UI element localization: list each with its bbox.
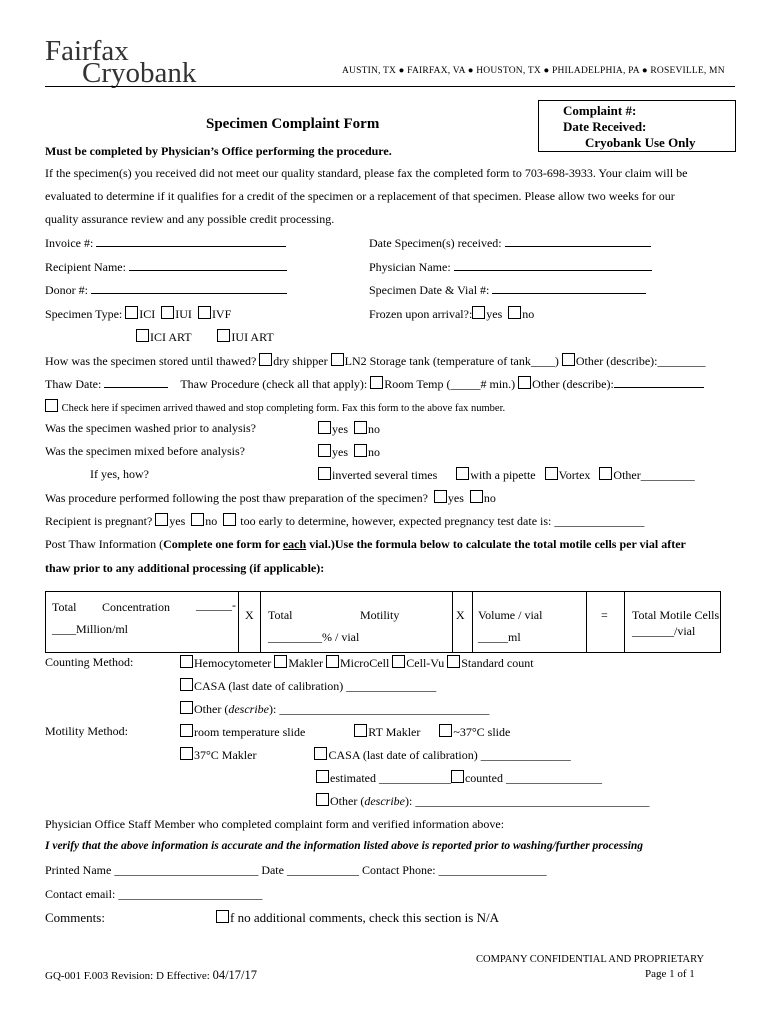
pipette-checkbox[interactable]: [456, 467, 469, 480]
hemocytometer-label: Hemocytometer: [194, 656, 272, 670]
pregnant-yes-label: yes: [169, 514, 186, 528]
prep-no-label: no: [483, 491, 496, 505]
motility-other-b: describe: [364, 794, 405, 808]
vortex-label: Vortex: [558, 468, 591, 482]
standard-count-label: Standard count: [461, 656, 534, 670]
prep-yes-label: yes: [447, 491, 464, 505]
rt-makler-checkbox[interactable]: [354, 724, 367, 737]
ici-checkbox[interactable]: [125, 306, 138, 319]
prep-no-checkbox[interactable]: [470, 490, 483, 503]
room-temp-label: Room Temp (_____# min.): [384, 377, 516, 391]
post-thaw-prep-question: Was procedure performed following the post thaw preparation of the specimen?: [45, 491, 428, 505]
frozen-no-label: no: [522, 307, 535, 321]
pregnant-no-label: no: [205, 514, 218, 528]
vortex-checkbox[interactable]: [545, 467, 558, 480]
date-received-input[interactable]: [505, 246, 651, 247]
invoice-field: [45, 236, 286, 251]
mixed-yes-label: yes: [332, 445, 348, 459]
c37-makler-checkbox[interactable]: [180, 747, 193, 760]
physician-name-field: [369, 260, 652, 275]
dry-shipper-label: dry shipper: [273, 354, 328, 368]
form-title: Specimen Complaint Form: [206, 116, 380, 132]
art-row: [136, 329, 274, 345]
counting-casa-label: CASA (last date of calibration) _______________: [194, 679, 437, 693]
inverted-checkbox[interactable]: [318, 467, 331, 480]
specimen-date-vial-label: Specimen Date & Vial #:: [369, 283, 490, 297]
thaw-other-label: Other (describe):: [532, 377, 614, 391]
post-thaw-info-a: Post Thaw Information (: [45, 537, 164, 551]
post-thaw-info-each: each: [282, 537, 307, 551]
iui-art-label: IUI ART: [231, 330, 274, 344]
too-early-checkbox[interactable]: [223, 513, 236, 526]
microcell-checkbox[interactable]: [326, 655, 339, 668]
mixed-question: Was the specimen mixed before analysis?: [45, 444, 245, 458]
specimen-type-label: Specimen Type:: [45, 307, 123, 321]
motility-row-2: [180, 747, 571, 763]
pregnant-yes-checkbox[interactable]: [155, 513, 168, 526]
physician-name-input[interactable]: [454, 270, 652, 271]
doc-id-text: GQ-001 F.003 Revision: D Effective:: [45, 970, 210, 982]
counting-casa-checkbox[interactable]: [180, 678, 193, 691]
formula-equals: =: [601, 608, 608, 622]
storage-row: [45, 353, 706, 369]
ici-art-checkbox[interactable]: [136, 329, 149, 342]
frozen-yes-checkbox[interactable]: [472, 306, 485, 319]
cellvu-checkbox[interactable]: [392, 655, 405, 668]
c37-makler-label: 37°C Makler: [194, 748, 257, 762]
counting-casa-row: [180, 678, 436, 694]
storage-other-checkbox[interactable]: [562, 353, 575, 366]
donor-field: [45, 283, 287, 298]
motility-other-c: ): _______________________________________: [404, 794, 650, 808]
hemocytometer-checkbox[interactable]: [180, 655, 193, 668]
mix-other-label: Other_________: [613, 468, 695, 482]
header-divider: [45, 86, 735, 87]
recipient-name-field: [45, 260, 287, 275]
dry-shipper-checkbox[interactable]: [259, 353, 272, 366]
page-number: Page 1 of 1: [645, 968, 695, 980]
printed-name-row: Printed Name ________________________ Date ____________ Contact Phone: __________________: [45, 863, 547, 877]
ivf-label: IVF: [211, 307, 232, 321]
motility-row-1: [180, 724, 510, 740]
estimated-checkbox[interactable]: [316, 770, 329, 783]
makler-label: Makler: [288, 656, 323, 670]
formula-pct-vial: _________% / vial: [268, 630, 360, 644]
standard-count-checkbox[interactable]: [447, 655, 460, 668]
too-early-label: too early to determine, however, expected pregnancy test date is: _______________: [240, 514, 645, 528]
formula-x1: X: [245, 608, 254, 622]
intro-line-3: quality assurance review and any possible credit processing.: [45, 212, 335, 226]
counting-other-row: [180, 701, 489, 717]
counting-options: [180, 655, 534, 671]
formula-per-vial: _______/vial: [632, 624, 696, 638]
c37-slide-label: ~37°C slide: [453, 725, 511, 739]
prep-yes-checkbox[interactable]: [434, 490, 447, 503]
post-thaw-info: [45, 537, 686, 552]
iui-art-checkbox[interactable]: [217, 329, 230, 342]
staff-statement: Physician Office Staff Member who completed complaint form and verified information above:: [45, 817, 505, 831]
donor-label: Donor #:: [45, 283, 88, 297]
no-comments-label: f no additional comments, check this section is N/A: [230, 910, 499, 925]
effective-date: 04/17/17: [212, 968, 258, 982]
date-received-label: Date Received:: [563, 119, 647, 134]
cryobank-use-box: [538, 100, 736, 152]
thaw-other-checkbox[interactable]: [518, 376, 531, 389]
iui-checkbox[interactable]: [161, 306, 174, 319]
specimen-type-row: [45, 306, 231, 322]
washed-no-checkbox[interactable]: [354, 421, 367, 434]
intro-line-1: If the specimen(s) you received did not meet our quality standard, please fax the completed form to 703-698-3933. Your claim will be: [45, 166, 688, 180]
counted-label: counted ________________: [464, 771, 602, 785]
formula-volume: Volume / vial: [478, 608, 543, 622]
estimated-label: estimated ____________: [330, 771, 451, 785]
if-yes-how-label: If yes, how?: [90, 467, 149, 481]
pipette-label: with a pipette: [470, 468, 536, 482]
formula-total2: Total: [268, 608, 293, 622]
recipient-name-label: Recipient Name:: [45, 260, 126, 274]
intro-line-2: evaluated to determine if it qualifies for a credit of the specimen or a replacement of that specimen. Please allow two weeks for our: [45, 189, 675, 203]
cellvu-label: Cell-Vu: [406, 656, 445, 670]
iui-label: IUI: [175, 307, 192, 321]
formula-box: [45, 591, 721, 653]
logo-fairfax: Fairfax: [45, 35, 129, 67]
thawed-arrival-row: [45, 399, 505, 414]
doc-id: [45, 968, 257, 983]
counted-checkbox[interactable]: [451, 770, 464, 783]
formula-motility: Motility: [360, 608, 400, 622]
counting-other-checkbox[interactable]: [180, 701, 193, 714]
ici-label: ICI: [139, 307, 156, 321]
formula-x2: X: [456, 608, 465, 622]
frozen-label: Frozen upon arrival?:: [369, 307, 473, 321]
frozen-no-checkbox[interactable]: [508, 306, 521, 319]
motility-other-checkbox[interactable]: [316, 793, 329, 806]
storage-question: How was the specimen stored until thawed?: [45, 354, 257, 368]
mix-method-options: [318, 467, 695, 483]
mixed-no-checkbox[interactable]: [354, 444, 367, 457]
storage-other-label: Other (describe):________: [575, 354, 706, 368]
post-thaw-info-b: Complete one form for: [163, 537, 283, 551]
rt-makler-label: RT Makler: [368, 725, 421, 739]
complaint-number-label: Complaint #:: [563, 103, 637, 118]
donor-input[interactable]: [91, 293, 287, 294]
thawed-arrival-checkbox[interactable]: [45, 399, 58, 412]
ici-art-label: ICI ART: [150, 330, 192, 344]
mixed-options: [318, 444, 380, 460]
motility-other-row: [316, 793, 649, 809]
must-complete-note: Must be completed by Physician’s Office performing the procedure.: [45, 144, 392, 158]
counting-other-b: describe: [228, 702, 269, 716]
pregnant-row: [45, 513, 644, 529]
logo-cryobank: Cryobank: [82, 57, 197, 89]
thaw-other-input[interactable]: [614, 387, 704, 388]
counting-method-label: Counting Method:: [45, 655, 134, 669]
mixed-yes-checkbox[interactable]: [318, 444, 331, 457]
thaw-procedure-label: Thaw Procedure (check all that apply):: [180, 377, 368, 391]
mixed-no-label: no: [368, 445, 380, 459]
ln2-label: LN2 Storage tank (temperature of tank____): [344, 354, 559, 368]
specimen-date-vial-input[interactable]: [492, 293, 646, 294]
frozen-yes-label: yes: [486, 307, 503, 321]
motility-other-a: Other (: [330, 794, 365, 808]
room-temp-slide-checkbox[interactable]: [180, 724, 193, 737]
post-thaw-prep-row: [45, 490, 496, 506]
no-comments-checkbox[interactable]: [216, 910, 229, 923]
room-temp-slide-label: room temperature slide: [194, 725, 306, 739]
washed-yes-label: yes: [332, 422, 348, 436]
pregnant-no-checkbox[interactable]: [191, 513, 204, 526]
motility-method-label: Motility Method:: [45, 724, 129, 738]
motility-casa-label: CASA (last date of calibration) _______________: [328, 748, 571, 762]
thawed-arrival-label: Check here if specimen arrived thawed and stop completing form. Fax this form to the above fax number.: [61, 403, 506, 414]
makler-checkbox[interactable]: [274, 655, 287, 668]
thaw-date-label: Thaw Date:: [45, 377, 102, 391]
invoice-input[interactable]: [96, 246, 286, 247]
washed-options: [318, 421, 380, 437]
contact-email-row: Contact email: ________________________: [45, 887, 263, 901]
washed-yes-checkbox[interactable]: [318, 421, 331, 434]
inverted-label: inverted several times: [332, 468, 438, 482]
washed-question: Was the specimen washed prior to analysis?: [45, 421, 256, 435]
pregnant-question: Recipient is pregnant?: [45, 514, 153, 528]
ln2-checkbox[interactable]: [331, 353, 344, 366]
post-thaw-info-c: vial.)Use the formula below to calculate the total motile cells per vial after: [306, 537, 686, 551]
confidential-note: COMPANY CONFIDENTIAL AND PROPRIETARY: [476, 954, 705, 965]
room-temp-checkbox[interactable]: [370, 376, 383, 389]
post-thaw-info-d: thaw prior to any additional processing (if applicable):: [45, 561, 325, 575]
thaw-row: [45, 376, 704, 392]
formula-concentration: Concentration: [102, 600, 170, 614]
frozen-row: [369, 306, 534, 322]
formula-dash: ______-: [196, 598, 236, 612]
motility-casa-checkbox[interactable]: [314, 747, 327, 760]
formula-total: Total: [52, 600, 77, 614]
locations: AUSTIN, TX ● FAIRFAX, VA ● HOUSTON, TX ● PHILADELPHIA, PA ● ROSEVILLE, MN: [342, 66, 725, 76]
c37-slide-checkbox[interactable]: [439, 724, 452, 737]
date-received-field: [369, 236, 651, 251]
motility-row-3: [316, 770, 602, 786]
use-only-label: Cryobank Use Only: [585, 135, 696, 150]
formula-tmc: Total Motile Cells: [632, 608, 720, 622]
washed-no-label: no: [368, 422, 380, 436]
mix-other-checkbox[interactable]: [599, 467, 612, 480]
invoice-label: Invoice #:: [45, 236, 94, 250]
comments-label: Comments:: [45, 910, 105, 925]
recipient-name-input[interactable]: [129, 270, 287, 271]
ivf-checkbox[interactable]: [198, 306, 211, 319]
formula-ml: _____ml: [478, 630, 521, 644]
thaw-date-input[interactable]: [104, 387, 168, 388]
no-comments-row: [216, 910, 499, 926]
microcell-label: MicroCell: [339, 656, 390, 670]
specimen-date-vial-field: [369, 283, 646, 298]
counting-other-c: ): ___________________________________: [268, 702, 490, 716]
counting-other-a: Other (: [194, 702, 229, 716]
formula-million: ____Million/ml: [52, 622, 129, 636]
physician-name-label: Physician Name:: [369, 260, 451, 274]
verify-statement: I verify that the above information is accurate and the information listed above is reported prior to washing/further processing: [45, 840, 644, 852]
date-received-label: Date Specimen(s) received:: [369, 236, 502, 250]
